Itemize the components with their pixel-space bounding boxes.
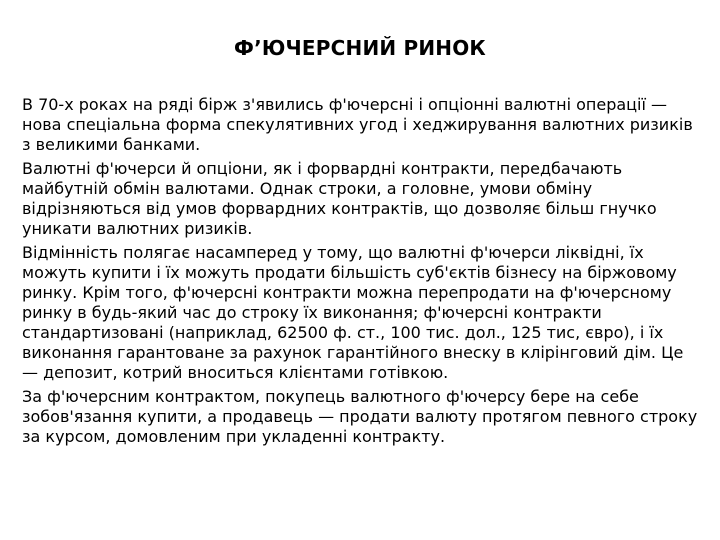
slide-title: Ф’ЮЧЕРСНИЙ РИНОК [234, 36, 486, 60]
slide-body [22, 95, 702, 451]
paragraph-3: Відмінність полягає насамперед у тому, що валютні ф'ючерси ліквідні, їх можуть купити і їх можуть продати більшість суб'єктів бізнесу на біржовому ринку. Крім того, ф'ючерсні контракти можна перепродати на ф'ючерсному ринку в будь-який час до строку їх виконання; ф'ючерсні контракти стандартизовані (наприклад, 62500 ф. ст., 100 тис. дол., 125 тис, євро), і їх виконання гарантоване за рахунок гарантійного внеску в клірінговий дім. Це — депозит, котрий вноситься клієнтами готівкою. [22, 243, 684, 382]
paragraph-1: В 70-х роках на ряді бірж з'явились ф'ючерсні і опціонні валютні операції — нова спеціальна форма спекулятивних угод і хеджирування валютних ризиків з великими банками. [22, 95, 693, 154]
paragraph-4: За ф'ючерсним контрактом, покупець валютного ф'ючерсу бере на себе зобов'язання купити, а продавець — продати валюту протягом певного строку за курсом, домовленим при укладенні контракту. [22, 387, 698, 446]
paragraph-2: Валютні ф'ючерси й опціони, як і форвардні контракти, передбачають майбутній обмін валютами. Однак строки, а головне, умови обміну відрізняються від умов форвардних контрактів, що дозволяє більш гнучко уникати валютних ризиків. [22, 159, 657, 238]
